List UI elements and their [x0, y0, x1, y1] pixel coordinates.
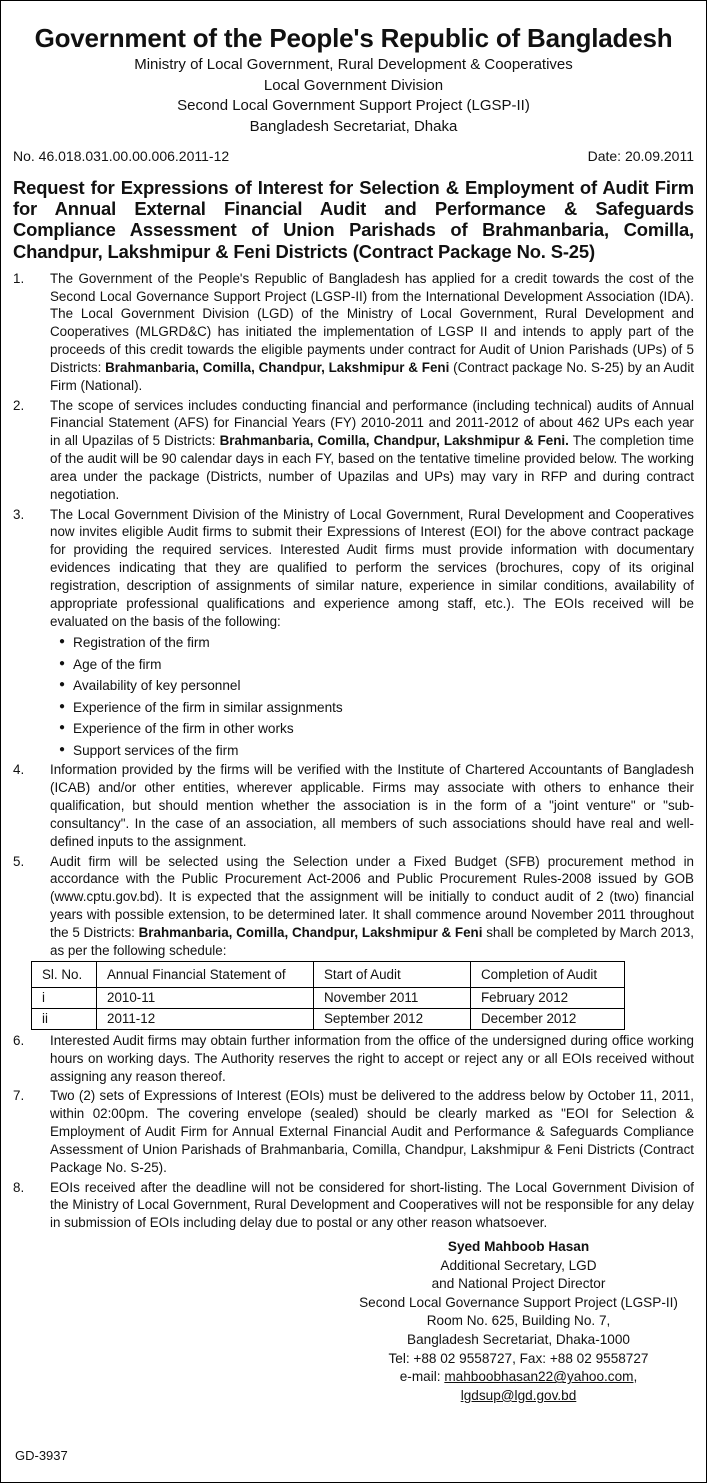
- ministry-name: Ministry of Local Government, Rural Development & Cooperatives: [134, 56, 573, 73]
- paragraph-text: [50, 397, 694, 504]
- text-run: (Contract package No. S-25) by an Audit Firm (National).: [50, 359, 695, 393]
- table-cell: February 2012: [471, 988, 625, 1009]
- text-run: Audit firm will be selected using the Selection under a Fixed Budget (SFB) procurement method in accordance with the Public Procurement Act-2006 and Public Procurement Rules-2008 issued by GOB (www.cptu.gov.bd). It is expected that the assignment will be initially to conduct audit of 2 (two) financial years with possible extension, to be determined later. It shall commence around November 2011 throughout the 5 Districts:: [50, 853, 694, 940]
- paragraph-text: Interested Audit firms may obtain further information from the office of the undersigned during office working hours on working days. The Authority reserves the right to accept or reject any or all EOIs received without assigning any reason thereof.: [50, 1032, 694, 1084]
- paragraph-number: 7.: [13, 1088, 25, 1104]
- signature-block: [343, 1238, 694, 1405]
- paragraph-6: [13, 1032, 694, 1085]
- email-link-secondary[interactable]: lgdsup@lgd.gov.bd: [460, 1387, 577, 1403]
- header-cell-start: Start of Audit: [314, 962, 471, 988]
- list-item: ● Support services of the firm: [59, 740, 694, 762]
- header-cell-completion: Completion of Audit: [471, 962, 625, 988]
- paragraph-number: 1.: [13, 270, 25, 286]
- text-run: The scope of services includes conducting financial and performance (including technical) audits of Annual Financial Statement (AFS) for Financial Years (FY) 2010-2011 and 2011-2012 of about 462 UPs each year in all Upazilas of 5 Districts:: [50, 397, 694, 449]
- table-cell: September 2012: [314, 1009, 471, 1030]
- email-line: [343, 1387, 694, 1406]
- division-name: Local Government Division: [263, 76, 444, 94]
- paragraph-text: [50, 270, 694, 395]
- paragraph-3: [13, 506, 694, 631]
- text-run: The completion time of the audit will be 90 calendar days in each FY, based on the tentative timeline provided below. The working area under the package (Districts, number of Upazilas and UPs) may vary in RFP and during contract negotiation.: [50, 433, 694, 502]
- paragraph-2: [13, 397, 694, 504]
- paragraph-number: 8.: [13, 1179, 25, 1195]
- header-cell-afs: Annual Financial Statement of: [97, 962, 314, 988]
- signatory-line: Additional Secretary, LGD: [440, 1257, 597, 1273]
- districts-bold: Brahmanbaria, Comilla, Chandpur, Lakshmipur & Feni: [138, 924, 483, 940]
- paragraph-text: [50, 506, 694, 631]
- notice-title: Request for Expressions of Interest for Selection & Employment of Audit Firm for Annual External Financial Audit and Performance & Safeguards Compliance Assessment of Union Parishads of Brahmanbaria, Comilla, Chandpur, Lakshmipur & Feni Districts (Contract Package No. S-25): [13, 176, 694, 262]
- paragraph-5: [13, 853, 694, 960]
- table-row: [32, 988, 625, 1009]
- notice-date: Date: 20.09.2011: [587, 148, 694, 164]
- text-run: The Local Government Division of the Ministry of Local Government, Rural Development and Cooperatives now invites eligible Audit firms to submit their Expressions of Interest (EOI) for the above contract package for providing the required services. Interested Audit firms must provide information with documentary evidences indicating that they are qualified to perform the services (brochures, copy of its original registration, description of assignments of similar nature, experience in similar conditions, availability of appropriate professional qualifications and experience among staff, etc.). The EOIs received will be evaluated on the basis of the following:: [50, 506, 694, 629]
- email-separator: ,: [633, 1369, 638, 1385]
- email-link-primary[interactable]: mahboobhasan22@yahoo.com: [444, 1369, 634, 1385]
- audit-schedule-table: [31, 961, 625, 1029]
- signatory-line: Room No. 625, Building No. 7,: [426, 1313, 611, 1329]
- table-cell: ii: [32, 1009, 97, 1030]
- signatory-line: Second Local Governance Support Project (LGSP-II): [359, 1294, 678, 1310]
- districts-bold: Brahmanbaria, Comilla, Chandpur, Lakshmipur & Feni.: [219, 433, 569, 449]
- list-item: ● Registration of the firm: [59, 632, 694, 654]
- list-item: ● Availability of key personnel: [59, 675, 694, 697]
- paragraph-number: 2.: [13, 397, 25, 413]
- header-cell-sl: Sl. No.: [32, 962, 97, 988]
- reference-number: No. 46.018.031.00.00.006.2011-12: [13, 148, 230, 164]
- paragraph-text: EOIs received after the deadline will not be considered for short-listing. The Local Government Division of the Ministry of Local Government, Rural Development and Cooperatives will not be responsible for any delay in submission of EOIs including delay due to postal or any other reason whatsoever.: [50, 1179, 694, 1231]
- paragraph-1: [13, 270, 694, 395]
- paragraph-7: [13, 1087, 694, 1176]
- paragraph-text: [50, 853, 694, 960]
- email-label: e-mail:: [399, 1369, 445, 1385]
- paragraph-text: Two (2) sets of Expressions of Interest (EOIs) must be delivered to the address below by October 11, 2011, within 02:00pm. The covering envelope (sealed) should be clearly marked as "EOI for Selection & Employment of Audit Firm for Annual External Financial Audit and Performance & Safeguards Compliance Assessment of Union Parishads of Brahmanbaria, Comilla, Chandpur, Lakshmipur & Feni Districts (Contract Package No. S-25).: [50, 1088, 694, 1175]
- signatory-line: Tel: +88 02 9558727, Fax: +88 02 9558727: [388, 1350, 649, 1366]
- districts-bold: Brahmanbaria, Comilla, Chandpur, Lakshmipur & Feni: [105, 359, 450, 375]
- signatory-name: Syed Mahboob Hasan: [447, 1239, 590, 1255]
- project-name: Second Local Government Support Project (LGSP-II): [177, 97, 530, 114]
- table-cell: November 2011: [314, 988, 471, 1009]
- government-title: Government of the People's Republic of Bangladesh: [34, 23, 673, 53]
- email-line: [343, 1368, 694, 1387]
- table-cell: i: [32, 988, 97, 1009]
- list-item: ● Experience of the firm in similar assignments: [59, 697, 694, 719]
- paragraph-number: 4.: [13, 762, 25, 778]
- paragraph-number: 5.: [13, 853, 25, 869]
- table-row: [32, 1009, 625, 1030]
- paragraph-text: Information provided by the firms will be verified with the Institute of Chartered Accountants of Bangladesh (ICAB) and/or other entities, wherever applicable. Firms may associate with others to enhance their qualification, but should mention whether the association is in the form of a "joint venture" or "sub-consultancy". In the case of an association, all members of such associations should have real and well-defined inputs to the assignment.: [50, 762, 694, 849]
- signatory-line: and National Project Director: [431, 1276, 606, 1292]
- list-item: ● Age of the firm: [59, 654, 694, 676]
- text-run: The Government of the People's Republic of Bangladesh has applied for a credit towards the cost of the Second Local Governance Support Project (LGSP-II) from the International Development Association (IDA). The Local Government Division (LGD) of the Ministry of Local Government, Rural Development and Cooperatives (MLGRD&C) has initiated the implementation of LGSP II and intends to apply part of the proceeds of this credit towards the eligible payments under contract for Audit of Union Parishads (UPs) of 5 Districts:: [50, 270, 694, 375]
- paragraph-8: [13, 1179, 694, 1232]
- paragraph-4: [13, 761, 694, 850]
- gd-code: GD-3937: [15, 1448, 68, 1463]
- paragraph-number: 3.: [13, 506, 25, 522]
- signatory-line: Bangladesh Secretariat, Dhaka-1000: [407, 1332, 630, 1348]
- reference-line: [13, 147, 694, 166]
- office-address: Bangladesh Secretariat, Dhaka: [249, 117, 458, 135]
- text-run: shall be completed by March 2013, as per the following schedule:: [50, 924, 694, 958]
- table-cell: 2010-11: [97, 988, 314, 1009]
- table-header-row: [32, 962, 625, 988]
- table-cell: December 2012: [471, 1009, 625, 1030]
- table-cell: 2011-12: [97, 1009, 314, 1030]
- evaluation-criteria-list: [13, 632, 694, 761]
- paragraph-number: 6.: [13, 1032, 25, 1048]
- list-item: ● Experience of the firm in other works: [59, 718, 694, 740]
